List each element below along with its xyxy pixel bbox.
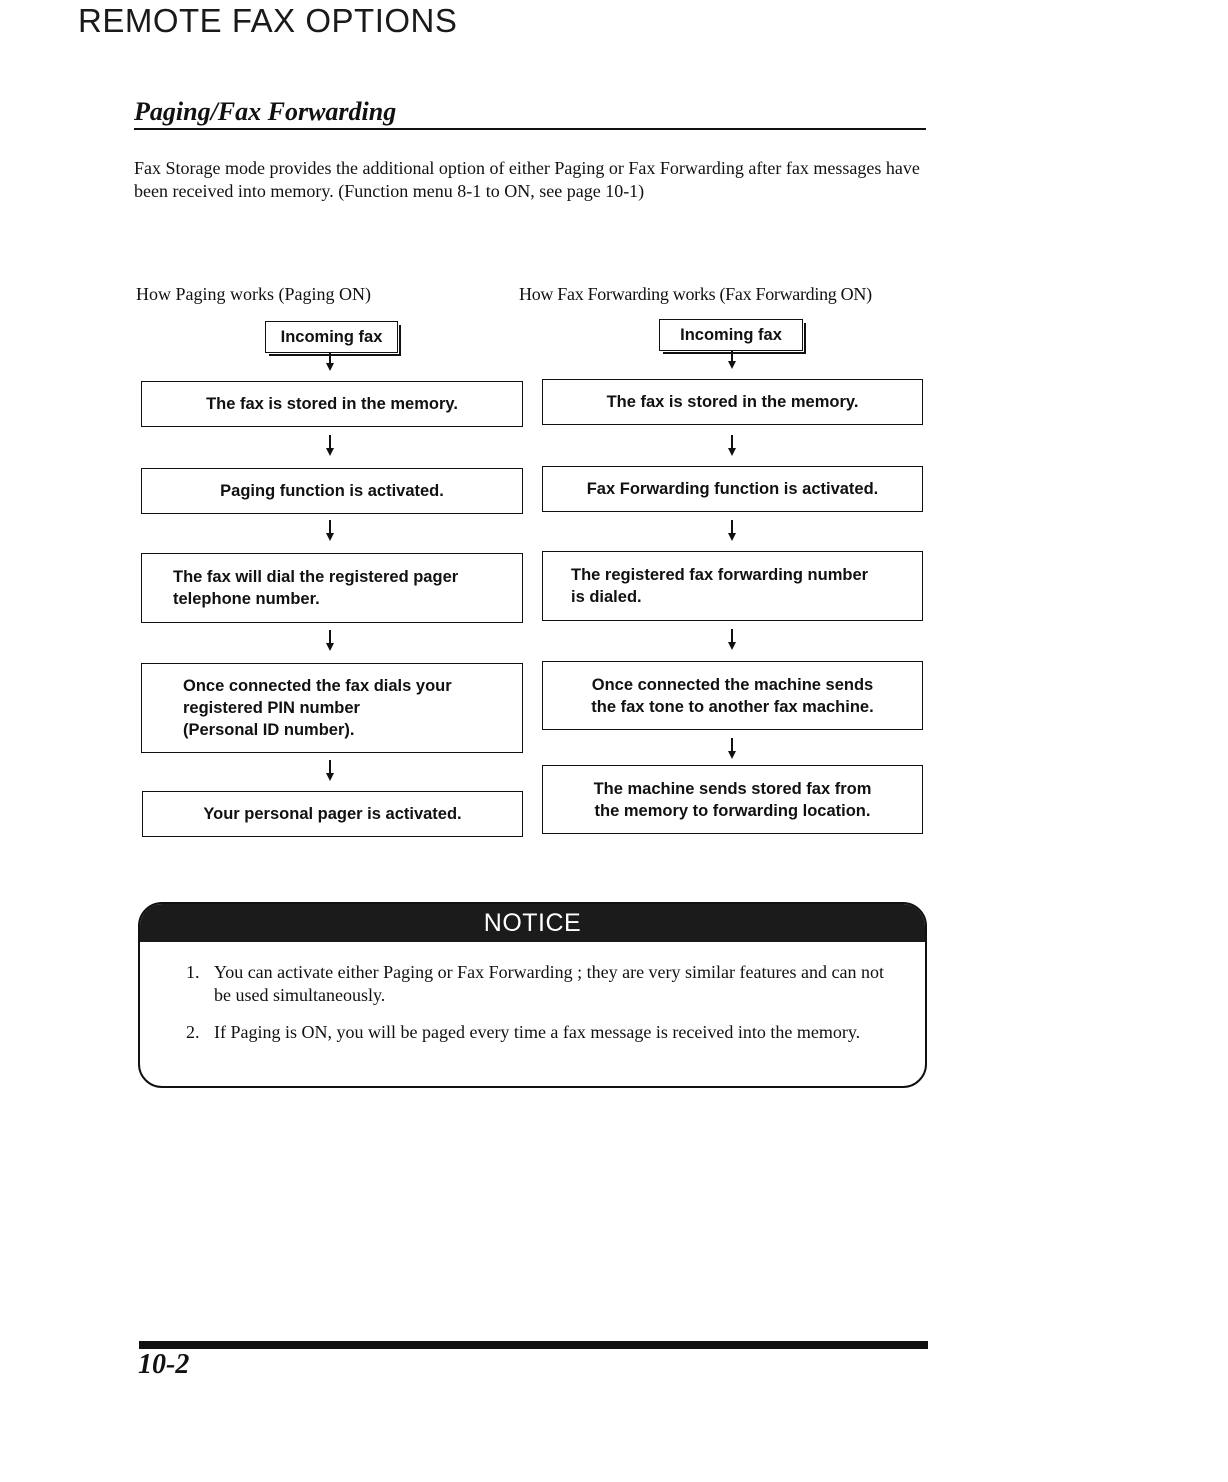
- forwarding-step-box: [542, 551, 923, 621]
- arrow-down-icon: [324, 760, 336, 782]
- paging-step-5-text: Your personal pager is activated.: [203, 805, 462, 823]
- forwarding-step-5-text: The machine sends stored fax from the memory to forwarding location.: [593, 779, 872, 820]
- section-title-rule: [134, 128, 926, 130]
- forwarding-incoming-fax-box: [659, 319, 803, 351]
- forwarding-step-box: [542, 379, 923, 425]
- paging-step-box: [142, 791, 523, 837]
- notice-item: [186, 1021, 886, 1044]
- notice-item-number: 1.: [186, 962, 200, 982]
- notice-item-text: If Paging is ON, you will be paged every time a fax message is received into the memory.: [214, 1022, 861, 1042]
- notice-list: [186, 961, 886, 1058]
- paging-step-1-text: The fax is stored in the memory.: [206, 395, 458, 413]
- paging-incoming-fax-box: [265, 321, 398, 353]
- forwarding-step-3-text: The registered fax forwarding number is dialed.: [571, 566, 869, 606]
- footer-rule: [139, 1341, 928, 1349]
- forwarding-step-4-text: Once connected the machine sends the fax tone to another fax machine.: [591, 675, 874, 716]
- arrow-down-icon: [726, 350, 738, 370]
- forwarding-step-box: [542, 661, 923, 730]
- forwarding-step-box: [542, 466, 923, 512]
- arrow-down-icon: [324, 630, 336, 652]
- page-header: REMOTE FAX OPTIONS: [78, 2, 458, 39]
- forwarding-step-1-text: The fax is stored in the memory.: [606, 393, 859, 411]
- notice-item: [186, 961, 886, 1007]
- paging-column-heading: How Paging works (Paging ON): [136, 284, 371, 304]
- arrow-down-icon: [324, 352, 336, 372]
- forwarding-column-heading: How Fax Forwarding works (Fax Forwarding ON): [519, 284, 872, 304]
- intro-paragraph: Fax Storage mode provides the additional option of either Paging or Fax Forwarding after fax messages have been received into memory. (Function menu 8-1 to ON, see page 10-1): [134, 158, 920, 201]
- paging-step-box: [141, 553, 523, 623]
- paging-step-box: [141, 663, 523, 753]
- notice-item-text: You can activate either Paging or Fax Forwarding ; they are very similar features and can not be used simultaneously.: [214, 962, 884, 1005]
- arrow-down-icon: [324, 520, 336, 542]
- paging-step-box: [141, 468, 523, 514]
- paging-step-3-text: The fax will dial the registered pager telephone number.: [173, 568, 459, 608]
- arrow-down-icon: [726, 629, 738, 651]
- notice-box: [138, 902, 927, 1088]
- arrow-down-icon: [726, 520, 738, 542]
- forwarding-step-box: [542, 765, 923, 834]
- arrow-down-icon: [726, 435, 738, 457]
- page-number: 10-2: [138, 1349, 190, 1380]
- paging-step-box: [141, 381, 523, 427]
- notice-title-bar: [140, 904, 925, 942]
- forwarding-step-2-text: Fax Forwarding function is activated.: [586, 480, 879, 498]
- forwarding-incoming-fax-label: Incoming fax: [680, 325, 782, 344]
- paging-step-4-text: Once connected the fax dials your registered PIN number (Personal ID number).: [183, 677, 452, 739]
- section-title: Paging/Fax Forwarding: [134, 97, 397, 126]
- notice-title: NOTICE: [483, 908, 582, 937]
- paging-incoming-fax-label: Incoming fax: [280, 327, 383, 346]
- arrow-down-icon: [324, 435, 336, 457]
- arrow-down-icon: [726, 738, 738, 760]
- notice-item-number: 2.: [186, 1022, 200, 1042]
- paging-step-2-text: Paging function is activated.: [220, 482, 444, 500]
